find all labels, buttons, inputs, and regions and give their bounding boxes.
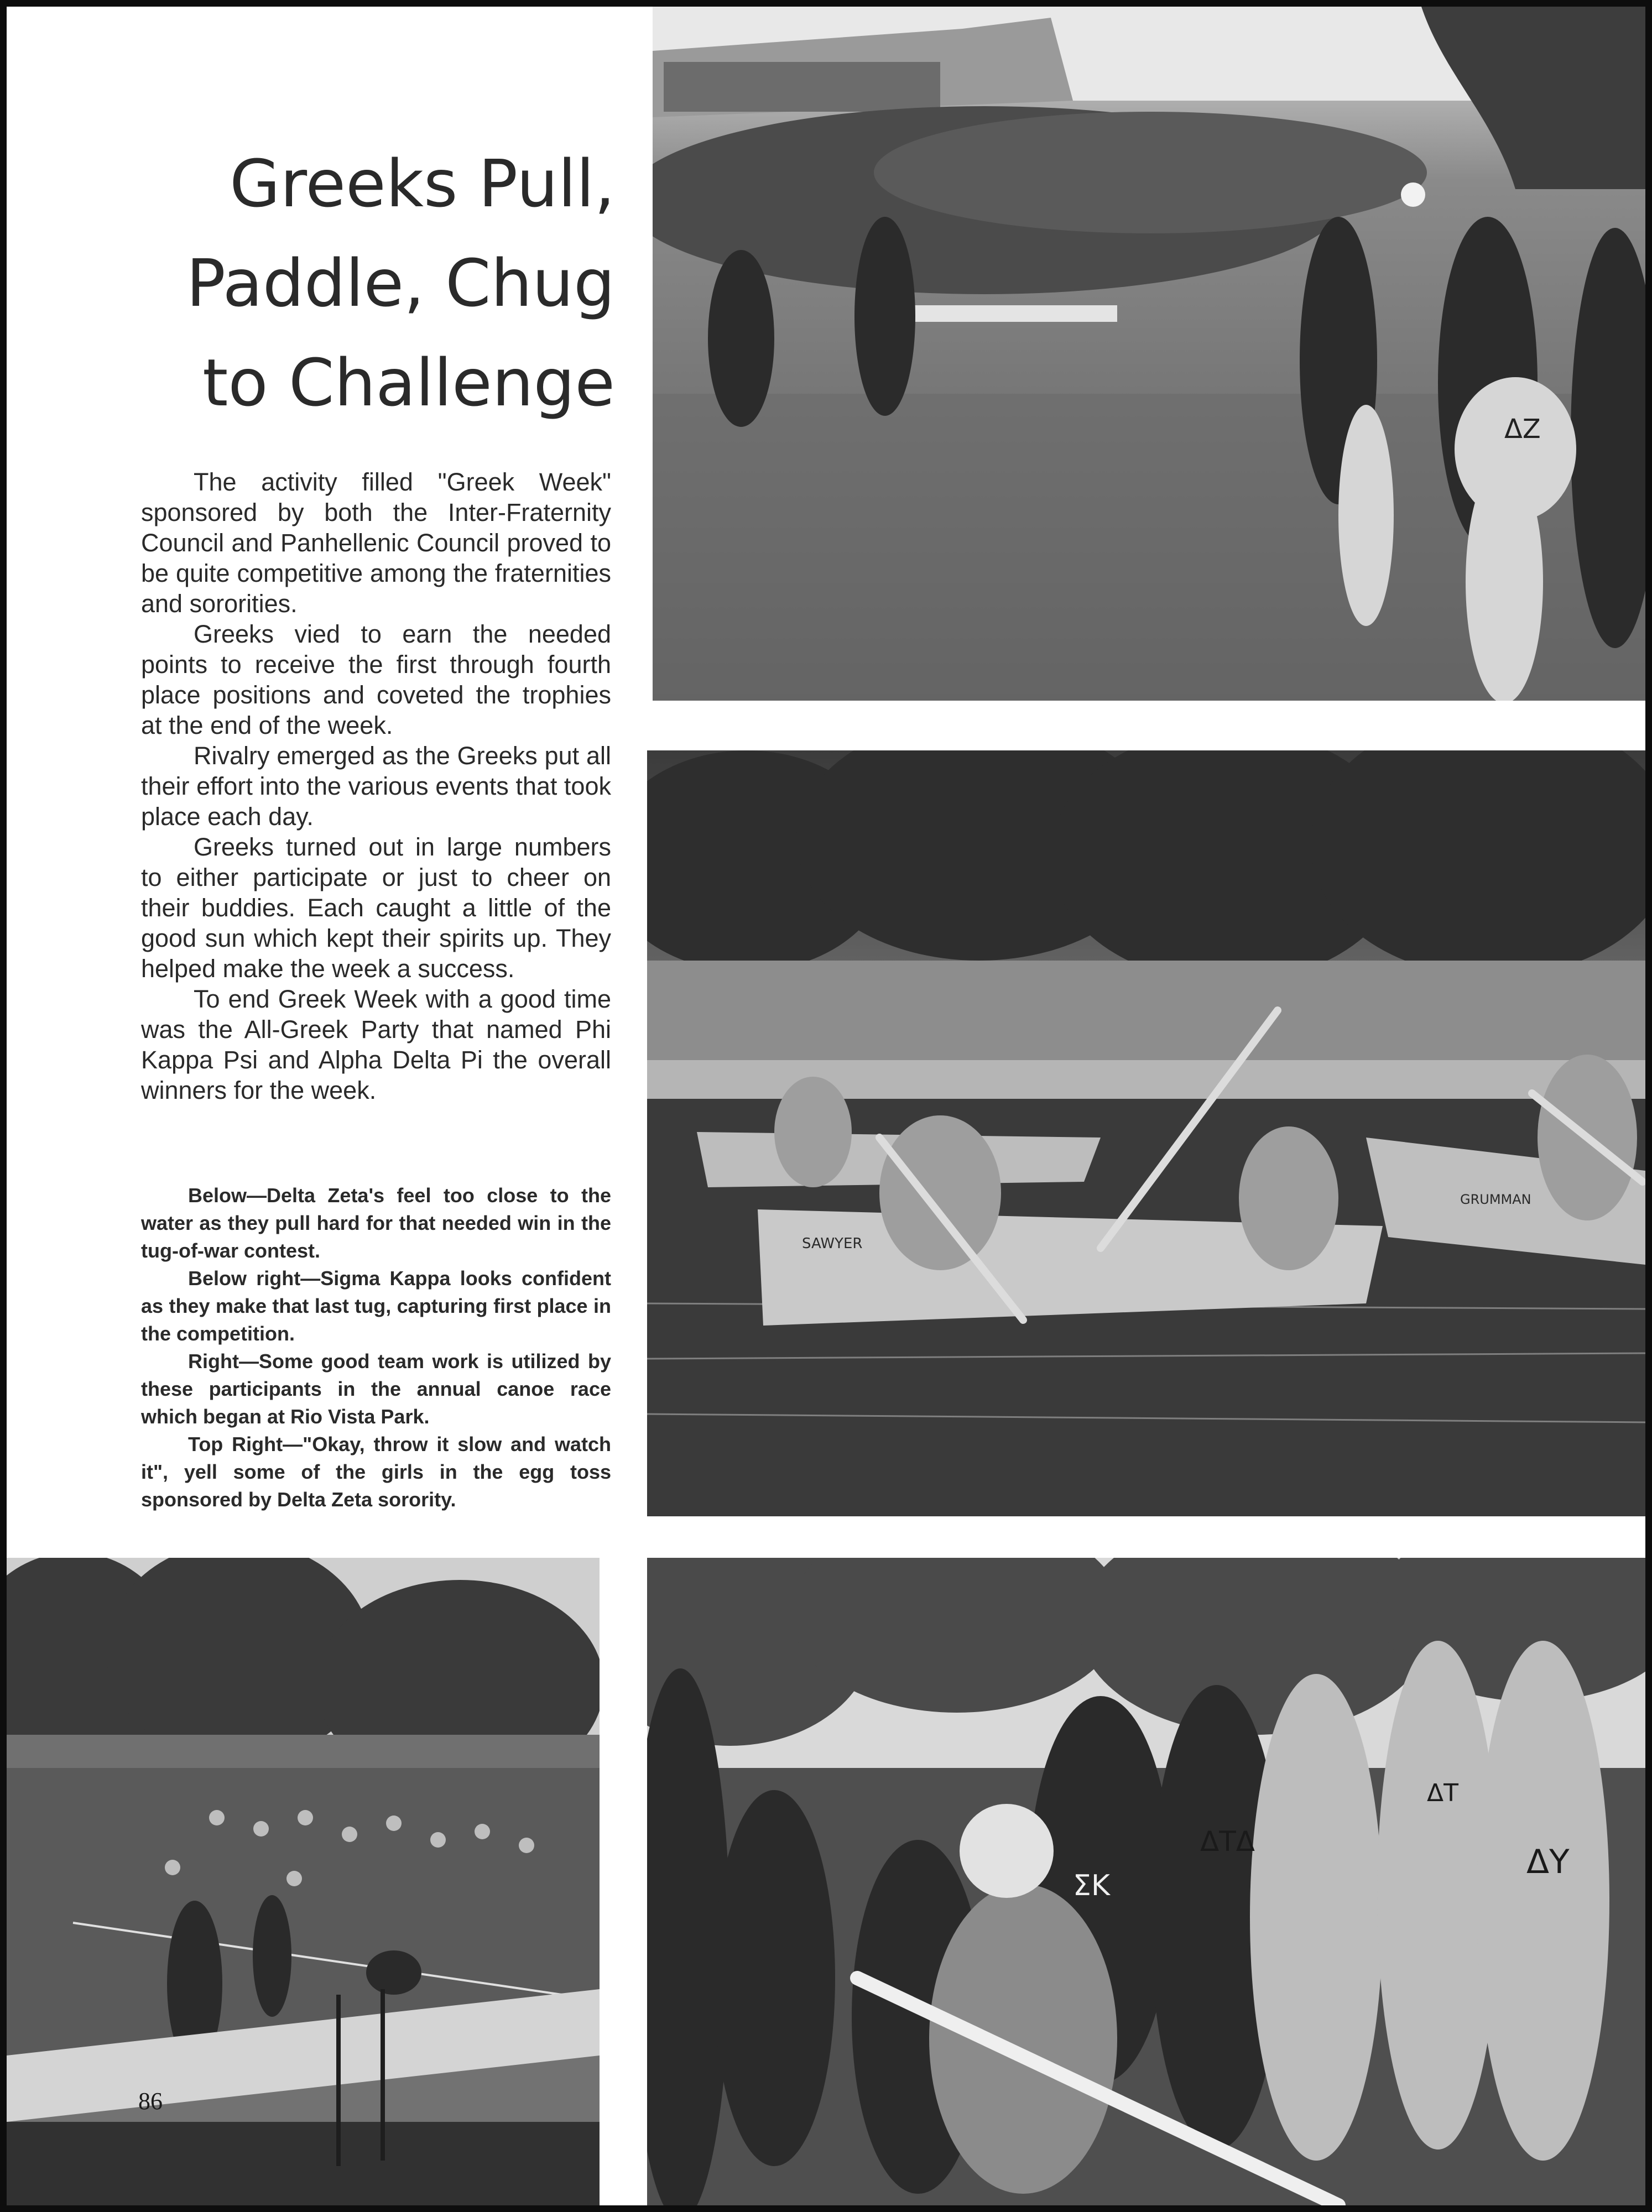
caption-below-right: Below right—Sigma Kappa looks confident as they make that last tug, capturing first place in the competition. — [141, 1267, 611, 1345]
river-tug-of-war-photo — [7, 1558, 600, 2205]
caption-top-right: Top Right—"Okay, throw it slow and watch it", yell some of the girls in the egg toss sponsored by Delta Zeta sorority. — [141, 1433, 611, 1511]
yearbook-page — [7, 7, 1645, 2205]
tug-shirt-letters-4: ΔΥ — [1526, 1843, 1570, 1881]
story-paragraph: The activity filled "Greek Week" sponsored by both the Inter-Fraternity Council and Panhellenic Council proved to be quite competitive among the fraternities and sororities. — [141, 468, 611, 618]
canoe-race-photo — [647, 750, 1645, 1516]
canoe-name: SAWYER — [802, 1235, 863, 1252]
caption-below: Below—Delta Zeta's feel too close to the water as they pull hard for that needed win in the tug-of-war contest. — [141, 1184, 611, 1262]
egg-toss-photo — [653, 7, 1645, 701]
caption-right: Right—Some good team work is utilized by these participants in the annual canoe race which began at Rio Vista Park. — [141, 1350, 611, 1428]
story-paragraph: Greeks vied to earn the needed points to receive the first through fourth place positions and coveted the trophies at the end of the week. — [141, 620, 611, 739]
headline — [40, 134, 615, 432]
egg-toss-shirt-letters: ΔZ — [1504, 414, 1541, 445]
headline-line-1: Greeks Pull, — [230, 145, 615, 222]
headline-line-3: to Challenge — [202, 345, 615, 421]
story-text — [141, 467, 611, 1105]
page-number: 86 — [138, 2088, 163, 2115]
story-paragraph: Rivalry emerged as the Greeks put all their effort into the various events that took place each day. — [141, 742, 611, 831]
tug-shirt-letters-2: ΔΤΔ — [1200, 1825, 1255, 1858]
headline-line-2: Paddle, Chug — [186, 245, 615, 321]
tug-shirt-sigma-kappa: ΣK — [1073, 1869, 1110, 1902]
tug-shirt-letters-3: ΔΤ — [1427, 1779, 1458, 1807]
canoe-brand: GRUMMAN — [1460, 1192, 1531, 1207]
story-paragraph: To end Greek Week with a good time was the All-Greek Party that named Phi Kappa Psi and Alpha Delta Pi the overall winners for the week. — [141, 985, 611, 1104]
story-paragraph: Greeks turned out in large numbers to either participate or just to cheer on their buddies. Each caught a little of the good sun which kept their spirits up. They helped make the week a success. — [141, 833, 611, 983]
photo-captions — [141, 1182, 611, 1514]
sigma-kappa-tug-photo — [647, 1558, 1645, 2205]
